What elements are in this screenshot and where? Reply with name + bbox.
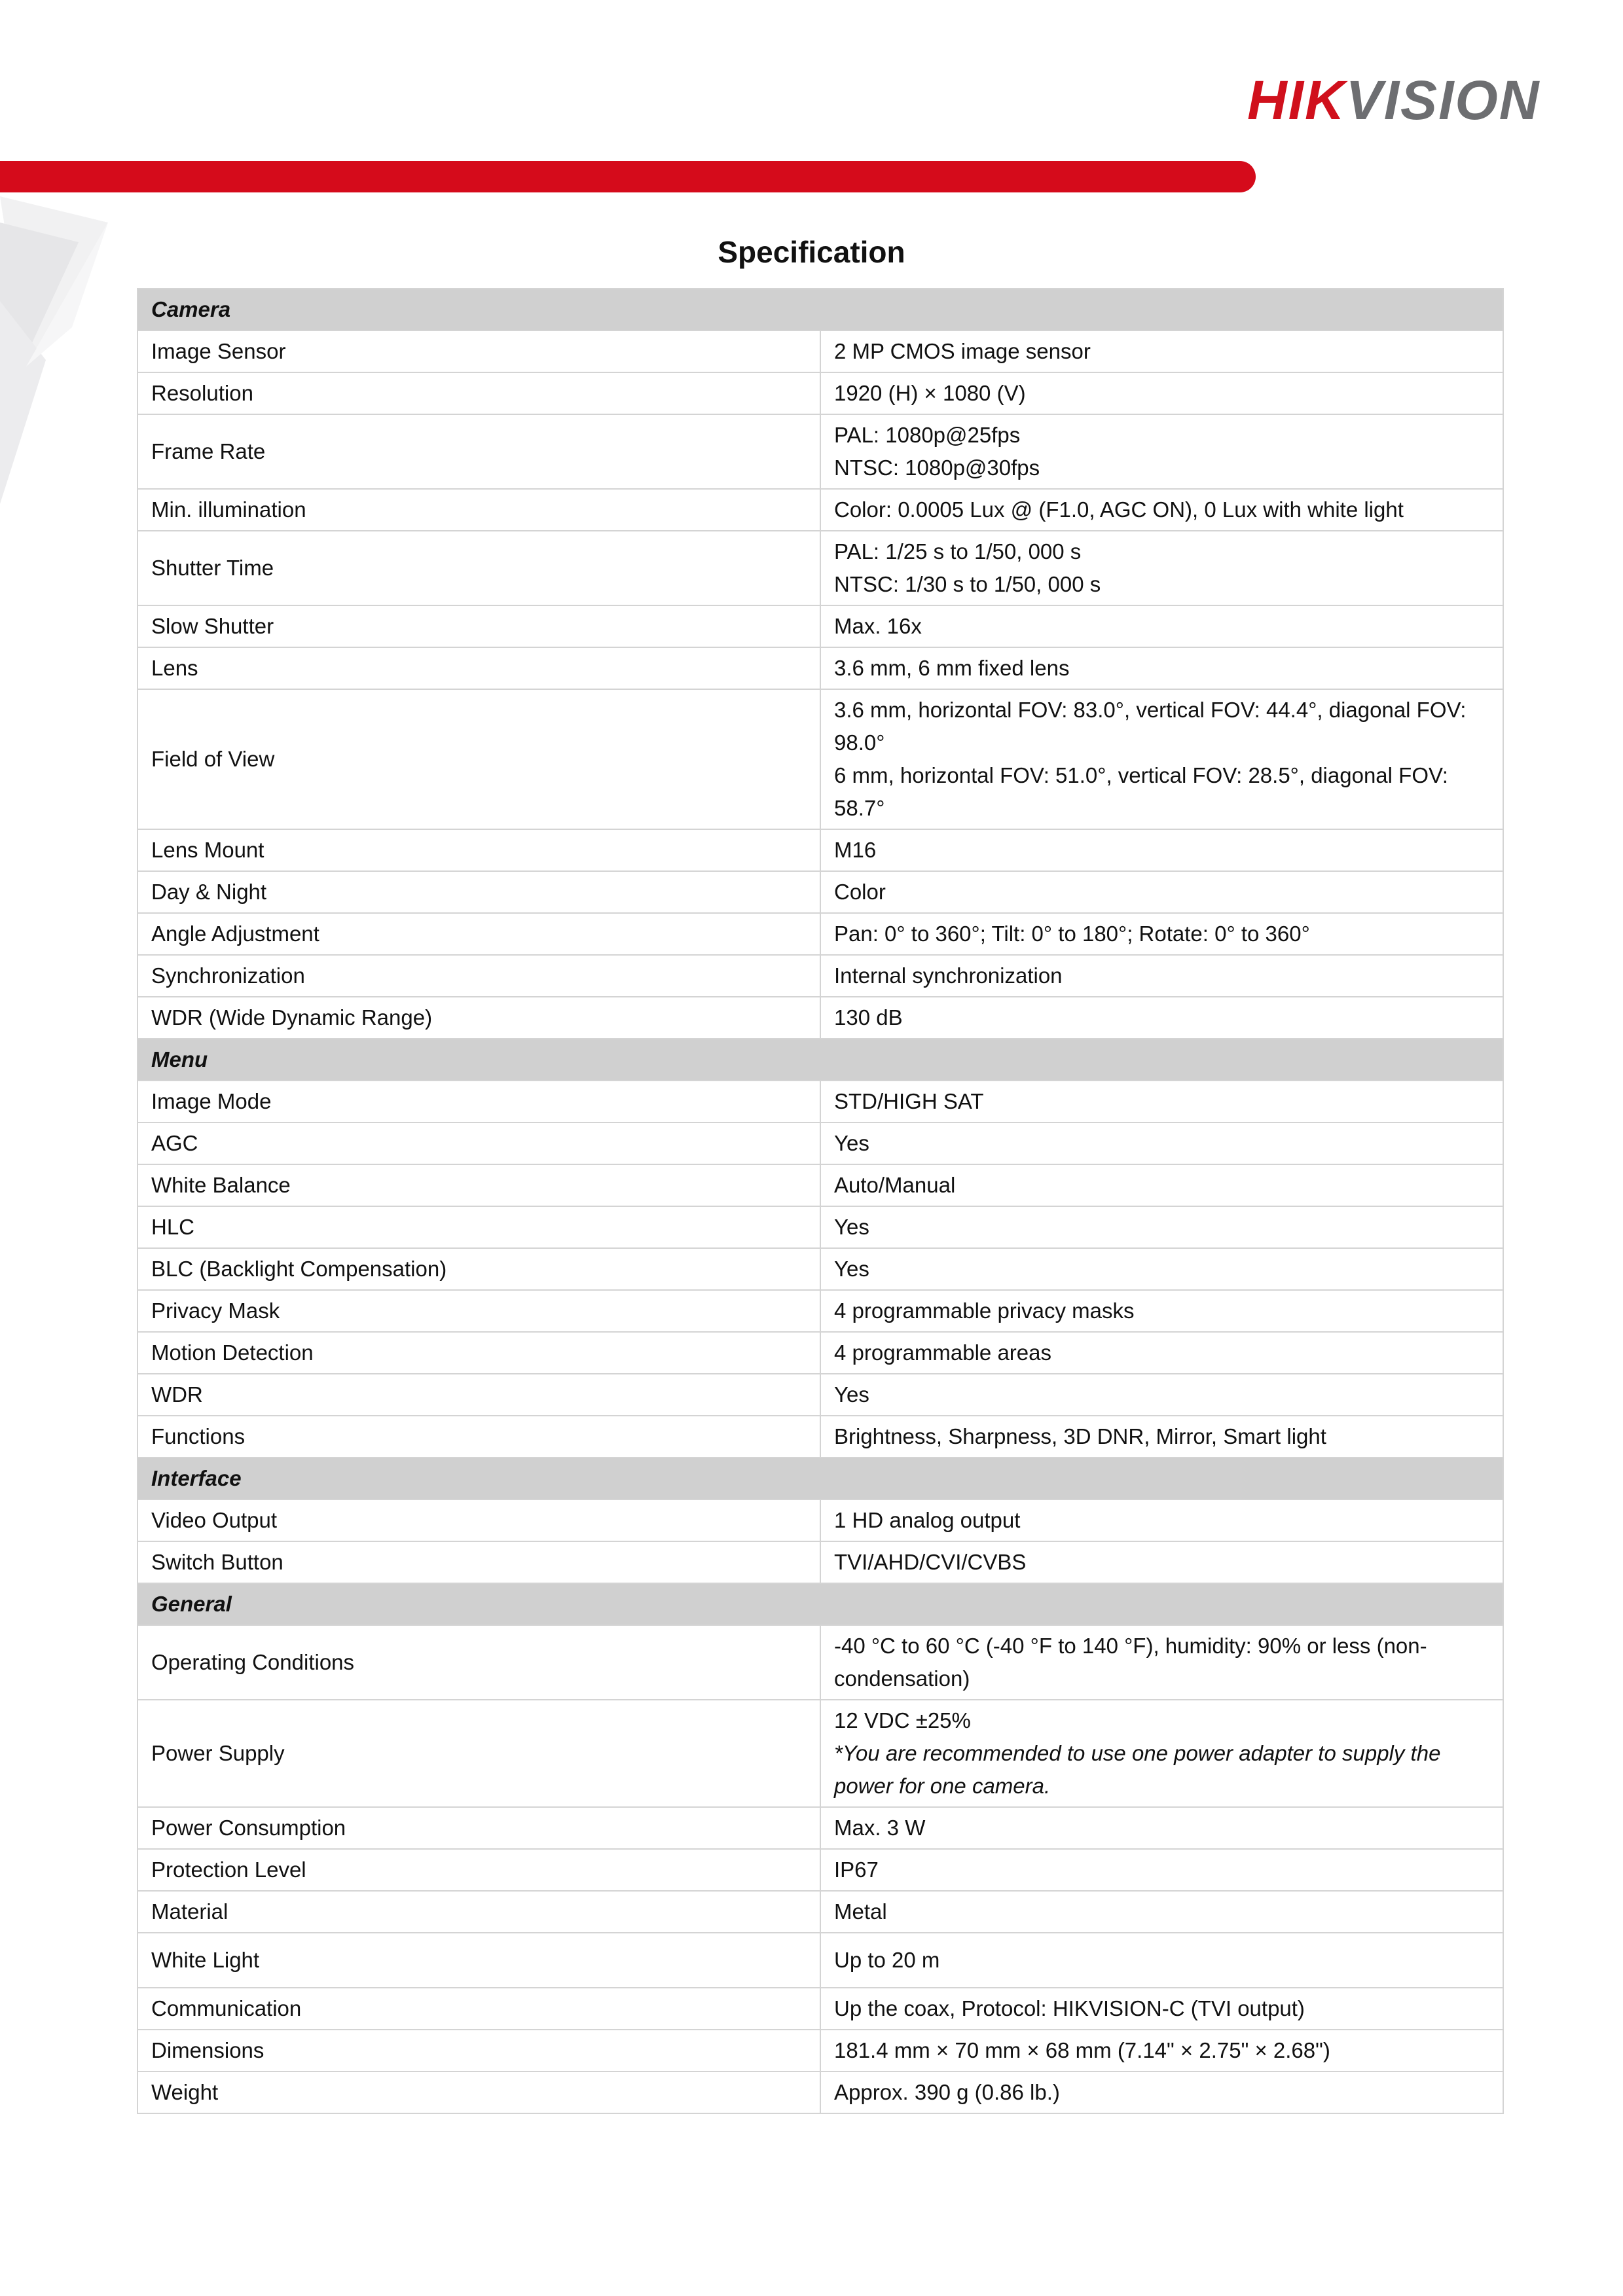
spec-label: Lens Mount — [137, 829, 820, 871]
table-row — [137, 1248, 1503, 1290]
spec-value — [820, 1625, 1503, 1700]
table-row — [137, 1374, 1503, 1416]
spec-value — [820, 689, 1503, 829]
spec-value-line: PAL: 1/25 s to 1/50, 000 s — [834, 539, 1082, 564]
spec-value — [820, 955, 1503, 997]
spec-value — [820, 1849, 1503, 1891]
spec-label: AGC — [137, 1122, 820, 1164]
section-title: Interface — [137, 1458, 1503, 1499]
table-row — [137, 1164, 1503, 1206]
spec-value-line: TVI/AHD/CVI/CVBS — [834, 1550, 1027, 1574]
spec-label: Image Sensor — [137, 331, 820, 372]
spec-value-line: IP67 — [834, 1857, 879, 1882]
spec-value-line: Internal synchronization — [834, 963, 1063, 988]
table-row — [137, 913, 1503, 955]
table-row — [137, 1541, 1503, 1583]
table-row — [137, 2030, 1503, 2072]
spec-label: Field of View — [137, 689, 820, 829]
spec-value — [820, 1700, 1503, 1807]
spec-value-line: Yes — [834, 1257, 869, 1281]
spec-label: BLC (Backlight Compensation) — [137, 1248, 820, 1290]
spec-value — [820, 489, 1503, 531]
table-row — [137, 414, 1503, 489]
spec-value-line: 1920 (H) × 1080 (V) — [834, 381, 1026, 405]
table-row — [137, 1290, 1503, 1332]
spec-label: Shutter Time — [137, 531, 820, 605]
spec-value-line: NTSC: 1080p@30fps — [834, 456, 1040, 480]
section-title: General — [137, 1583, 1503, 1625]
spec-value-line: Up to 20 m — [834, 1948, 940, 1972]
table-row — [137, 871, 1503, 913]
hikvision-logo — [1247, 71, 1555, 130]
spec-value — [820, 1164, 1503, 1206]
spec-value-line: Yes — [834, 1215, 869, 1239]
spec-value — [820, 997, 1503, 1039]
table-row — [137, 1206, 1503, 1248]
spec-value — [820, 829, 1503, 871]
page-title: Specification — [718, 235, 905, 269]
section-header-general — [137, 1583, 1503, 1625]
table-row — [137, 1122, 1503, 1164]
table-row — [137, 689, 1503, 829]
table-row — [137, 2072, 1503, 2113]
spec-label: Synchronization — [137, 955, 820, 997]
spec-value-line: 4 programmable privacy masks — [834, 1299, 1135, 1323]
spec-value-line: 181.4 mm × 70 mm × 68 mm (7.14" × 2.75" × 2.68") — [834, 2038, 1330, 2062]
table-row — [137, 372, 1503, 414]
specification-table — [137, 288, 1504, 2114]
spec-value — [820, 2030, 1503, 2072]
spec-label: Communication — [137, 1988, 820, 2030]
spec-label: Functions — [137, 1416, 820, 1458]
table-row — [137, 1081, 1503, 1122]
spec-value — [820, 1290, 1503, 1332]
spec-value-line: Max. 16x — [834, 614, 922, 638]
spec-value — [820, 605, 1503, 647]
spec-label: Privacy Mask — [137, 1290, 820, 1332]
spec-value-line: 1 HD analog output — [834, 1508, 1021, 1532]
spec-value — [820, 1891, 1503, 1933]
table-row — [137, 331, 1503, 372]
section-header-menu — [137, 1039, 1503, 1081]
spec-value-line: Color: 0.0005 Lux @ (F1.0, AGC ON), 0 Lux with white light — [834, 497, 1404, 522]
spec-label: Resolution — [137, 372, 820, 414]
table-row — [137, 1988, 1503, 2030]
spec-label: Frame Rate — [137, 414, 820, 489]
spec-value — [820, 531, 1503, 605]
spec-value-line: 3.6 mm, horizontal FOV: 83.0°, vertical FOV: 44.4°, diagonal FOV: 98.0° — [834, 698, 1467, 755]
spec-value-line: NTSC: 1/30 s to 1/50, 000 s — [834, 572, 1101, 596]
table-row — [137, 647, 1503, 689]
spec-label: Min. illumination — [137, 489, 820, 531]
spec-value-line: Up the coax, Protocol: HIKVISION-C (TVI output) — [834, 1996, 1305, 2020]
spec-label: Weight — [137, 2072, 820, 2113]
spec-value — [820, 2072, 1503, 2113]
spec-value — [820, 913, 1503, 955]
spec-value — [820, 372, 1503, 414]
section-title: Menu — [137, 1039, 1503, 1081]
spec-label: WDR (Wide Dynamic Range) — [137, 997, 820, 1039]
spec-value-line: -40 °C to 60 °C (-40 °F to 140 °F), humidity: 90% or less (non-condensation) — [834, 1634, 1427, 1691]
spec-value-line: 4 programmable areas — [834, 1340, 1051, 1365]
table-row — [137, 1416, 1503, 1458]
table-row — [137, 531, 1503, 605]
spec-value — [820, 1807, 1503, 1849]
spec-value — [820, 1081, 1503, 1122]
spec-value-line: 12 VDC ±25% — [834, 1708, 971, 1732]
spec-value-line: Max. 3 W — [834, 1816, 926, 1840]
table-row — [137, 955, 1503, 997]
spec-value-line: 130 dB — [834, 1005, 903, 1030]
spec-value-line: Approx. 390 g (0.86 lb.) — [834, 2080, 1060, 2104]
spec-label: WDR — [137, 1374, 820, 1416]
table-row — [137, 1499, 1503, 1541]
spec-value — [820, 1988, 1503, 2030]
spec-value — [820, 1206, 1503, 1248]
spec-value — [820, 1933, 1503, 1988]
spec-label: Switch Button — [137, 1541, 820, 1583]
spec-value-line: Auto/Manual — [834, 1173, 956, 1197]
spec-label: White Light — [137, 1933, 820, 1988]
spec-value-line: Metal — [834, 1899, 887, 1924]
section-title: Camera — [137, 289, 1503, 331]
spec-label: Lens — [137, 647, 820, 689]
logo-hik: HIK — [1247, 69, 1346, 131]
spec-value — [820, 1416, 1503, 1458]
table-row — [137, 1700, 1503, 1807]
spec-value-line: Pan: 0° to 360°; Tilt: 0° to 180°; Rotate: 0° to 360° — [834, 922, 1310, 946]
spec-value — [820, 1374, 1503, 1416]
table-row — [137, 829, 1503, 871]
table-row — [137, 1332, 1503, 1374]
spec-label: Material — [137, 1891, 820, 1933]
spec-label: White Balance — [137, 1164, 820, 1206]
spec-value-line: PAL: 1080p@25fps — [834, 423, 1021, 447]
header-red-bar — [0, 161, 1256, 192]
table-row — [137, 489, 1503, 531]
spec-value-line: 2 MP CMOS image sensor — [834, 339, 1091, 363]
spec-value-line: 3.6 mm, 6 mm fixed lens — [834, 656, 1070, 680]
table-row — [137, 1625, 1503, 1700]
spec-value — [820, 1541, 1503, 1583]
spec-label: HLC — [137, 1206, 820, 1248]
spec-value-line: STD/HIGH SAT — [834, 1089, 984, 1113]
spec-value-line: M16 — [834, 838, 877, 862]
spec-label: Angle Adjustment — [137, 913, 820, 955]
spec-label: Dimensions — [137, 2030, 820, 2072]
spec-value — [820, 1499, 1503, 1541]
spec-value-line: Brightness, Sharpness, 3D DNR, Mirror, Smart light — [834, 1424, 1326, 1448]
spec-value-note: *You are recommended to use one power adapter to supply the power for one camera. — [834, 1741, 1441, 1798]
spec-label: Slow Shutter — [137, 605, 820, 647]
section-header-interface — [137, 1458, 1503, 1499]
spec-label: Day & Night — [137, 871, 820, 913]
section-header-camera — [137, 289, 1503, 331]
spec-label: Video Output — [137, 1499, 820, 1541]
spec-value — [820, 331, 1503, 372]
spec-value-line: Color — [834, 880, 886, 904]
spec-value — [820, 1122, 1503, 1164]
spec-value — [820, 647, 1503, 689]
spec-label: Power Supply — [137, 1700, 820, 1807]
spec-label: Protection Level — [137, 1849, 820, 1891]
spec-value-line: Yes — [834, 1131, 869, 1155]
table-row — [137, 1849, 1503, 1891]
spec-value — [820, 871, 1503, 913]
table-row — [137, 1933, 1503, 1988]
spec-label: Operating Conditions — [137, 1625, 820, 1700]
table-row — [137, 1807, 1503, 1849]
spec-label: Motion Detection — [137, 1332, 820, 1374]
spec-label: Image Mode — [137, 1081, 820, 1122]
spec-value-line: 6 mm, horizontal FOV: 51.0°, vertical FOV: 28.5°, diagonal FOV: 58.7° — [834, 763, 1448, 820]
table-row — [137, 605, 1503, 647]
table-row — [137, 1891, 1503, 1933]
spec-value — [820, 1248, 1503, 1290]
logo-vision: VISION — [1345, 69, 1541, 131]
spec-label: Power Consumption — [137, 1807, 820, 1849]
spec-value — [820, 1332, 1503, 1374]
table-row — [137, 997, 1503, 1039]
spec-value-line: Yes — [834, 1382, 869, 1407]
spec-value — [820, 414, 1503, 489]
